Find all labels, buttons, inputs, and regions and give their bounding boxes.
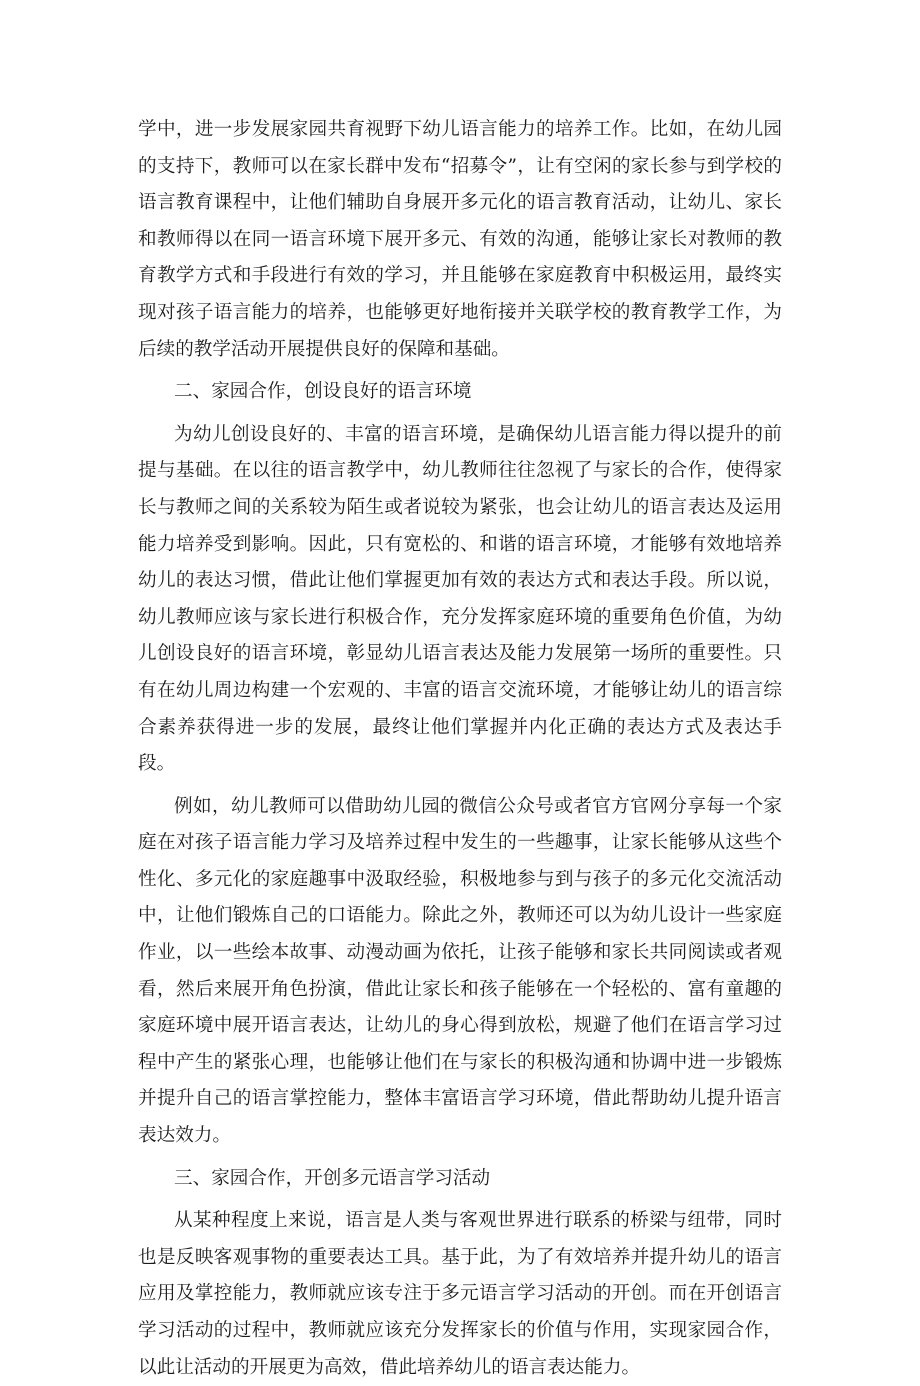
paragraph-learning-activities: 从某种程度上来说，语言是人类与客观世界进行联系的桥梁与纽带，同时也是反映客观事物的重要表达工具。基于此，为了有效培养并提升幼儿的语言应用及掌控能力，教师就应该专注于多元语言学习活动的开创。而在开创语言学习活动的过程中，教师就应该充分发挥家长的价值与作用，实现家园合作，以此让活动的开展更为高效，借此培养幼儿的语言表达能力。	[138, 1210, 782, 1378]
section-heading-2: 二、家园合作，创设良好的语言环境	[174, 381, 472, 403]
paragraph-continuation: 学中，进一步发展家园共育视野下幼儿语言能力的培养工作。比如，在幼儿园的支持下，教师可以在家长群中发布“招募令”，让有空闲的家长参与到学校的语言教育课程中，让他们辅助自身展开多元化的语言教育活动，让幼儿、家长和教师得以在同一语言环境下展开多元、有效的沟通，能够让家长对教师的教育教学方式和手段进行有效的学习，并且能够在家庭教育中积极运用，最终实现对孩子语言能力的培养，也能够更好地衔接并关联学校的教育教学工作，为后续的教学活动开展提供良好的保障和基础。	[138, 119, 782, 360]
paragraph-language-environment: 为幼儿创设良好的、丰富的语言环境，是确保幼儿语言能力得以提升的前提与基础。在以往的语言教学中，幼儿教师往往忽视了与家长的合作，使得家长与教师之间的关系较为陌生或者说较为紧张，也会让幼儿的语言表达及运用能力培养受到影响。因此，只有宽松的、和谐的语言环境，才能够有效地培养幼儿的表达习惯，借此让他们掌握更加有效的表达方式和表达手段。所以说，幼儿教师应该与家长进行积极合作，充分发挥家庭环境的重要角色价值，为幼儿创设良好的语言环境，彰显幼儿语言表达及能力发展第一场所的重要性。只有在幼儿周边构建一个宏观的、丰富的语言交流环境，才能够让幼儿的语言综合素养获得进一步的发展，最终让他们掌握并内化正确的表达方式及表达手段。	[138, 423, 782, 775]
document-page	[138, 112, 782, 1386]
section-heading-3: 三、家园合作，开创多元语言学习活动	[174, 1167, 491, 1189]
paragraph-example: 例如，幼儿教师可以借助幼儿园的微信公众号或者官方官网分享每一个家庭在对孩子语言能力学习及培养过程中发生的一些趣事，让家长能够从这些个性化、多元化的家庭趣事中汲取经验，积极地参与到与孩子的多元化交流活动中，让他们锻炼自己的口语能力。除此之外，教师还可以为幼儿设计一些家庭作业，以一些绘本故事、动漫动画为依托，让孩子能够和家长共同阅读或者观看，然后来展开角色扮演，借此让家长和孩子能够在一个轻松的、富有童趣的家庭环境中展开语言表达，让幼儿的身心得到放松，规避了他们在语言学习过程中产生的紧张心理，也能够让他们在与家长的积极沟通和协调中进一步锻炼并提升自己的语言掌控能力，整体丰富语言学习环境，借此帮助幼儿提升语言表达效力。	[138, 795, 782, 1147]
